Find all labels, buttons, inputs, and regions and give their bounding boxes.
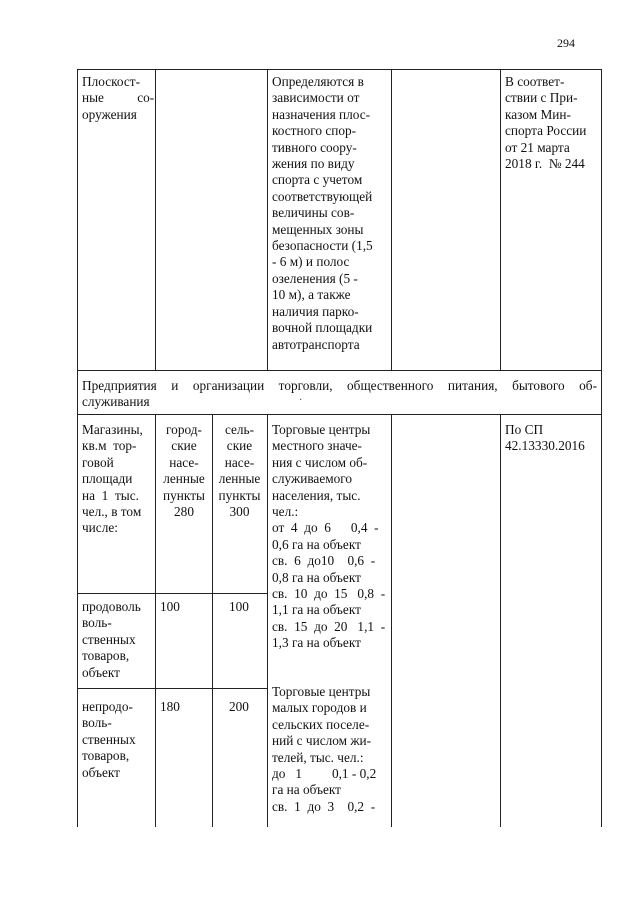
cell-line: Магазины,	[82, 422, 143, 437]
cell-line: 2018 г. № 244	[505, 156, 585, 172]
cell-line: оружения	[82, 106, 137, 122]
cell-line: казом Мин-	[505, 106, 571, 122]
section-header	[82, 378, 597, 411]
cell-line: 0,8 га на объект	[272, 569, 361, 585]
cell-line: По СП	[505, 422, 544, 437]
cell-line: св. 10 до 15 0,8 -	[272, 586, 386, 602]
cell-line: пункты	[163, 487, 205, 503]
cell-line: ния с числом об-	[272, 454, 368, 470]
cell-line: 280	[174, 504, 194, 520]
stores-reference-cell	[505, 422, 585, 455]
cell-line: жения по виду	[272, 156, 355, 172]
cell-line: от 4 до 6 0,4 -	[272, 520, 379, 536]
cell-line: насе-	[224, 454, 255, 470]
cell-line: объект	[82, 764, 120, 780]
cell-line: малых городов и	[272, 700, 367, 716]
cell-line: сельских поселе-	[272, 716, 370, 732]
cell-line: населения, тыс.	[272, 487, 361, 503]
cell-line: соответствующей	[272, 188, 373, 204]
cell-line: от 21 марта	[505, 139, 570, 155]
row-divider	[77, 370, 602, 371]
cell-line: ственных	[82, 731, 136, 747]
cell-line: чел., в том	[82, 504, 142, 520]
cell-line: 42.13330.2016	[505, 438, 585, 454]
cell-line: кв.м тор-	[82, 438, 137, 454]
cell-line: товаров,	[82, 648, 130, 664]
planar-reference-cell	[505, 74, 586, 172]
cell-line: Торговые центры	[272, 422, 371, 437]
cell-line: ленные	[218, 471, 261, 487]
nonfood-name-cell	[82, 699, 136, 781]
cell-line: зависимости от	[272, 90, 360, 106]
cell-line: озеленения (5 -	[272, 270, 358, 286]
column-divider	[155, 69, 156, 370]
cell-line: Торговые центры	[272, 684, 371, 699]
cell-line: спорта России	[505, 123, 587, 139]
cell-line: числе:	[82, 520, 118, 536]
cell-line: ские	[226, 438, 253, 454]
cell-line: воль-	[82, 615, 112, 631]
cell-line: насе-	[169, 454, 199, 470]
row-divider	[77, 688, 267, 689]
cell-line: - 6 м) и полос	[272, 254, 350, 270]
cell-line: площади	[82, 471, 133, 487]
cell-line: телей, тыс. чел.:	[272, 749, 364, 765]
cell-line: св. 1 до 3 0,2 -	[272, 798, 376, 814]
column-divider	[391, 414, 392, 827]
stores-urban-cell	[158, 422, 210, 520]
cell-line: В соответ-	[505, 74, 565, 89]
cell-line: сель-	[224, 422, 255, 437]
nonfood-urban-value: 180	[160, 699, 180, 714]
cell-line: местного значе-	[272, 438, 362, 454]
stores-name-cell	[82, 422, 143, 537]
cell-line: тивного соору-	[272, 139, 357, 155]
column-divider	[500, 414, 501, 827]
cell-line: пункты	[218, 487, 261, 503]
food-urban-value: 100	[160, 599, 180, 614]
cell-line: ствии с При-	[505, 90, 578, 106]
stores-description-cell	[272, 422, 385, 652]
cell-line: 1,3 га на объект	[272, 635, 361, 651]
cell-line: 300	[229, 504, 250, 520]
stores-description2-cell	[272, 684, 376, 815]
cell-line: чел.:	[272, 504, 299, 520]
cell-line: 10 м), а также	[272, 287, 351, 303]
cell-line: на 1 тыс.	[82, 487, 139, 503]
column-divider	[155, 414, 156, 827]
cell-line: Плоскост-	[82, 74, 141, 89]
cell-line: Определяются в	[272, 74, 364, 89]
food-rural-value: 100	[229, 599, 249, 614]
cell-line: говой	[82, 454, 114, 470]
cell-line: мещенных зоны	[272, 221, 364, 237]
cell-line: св. 15 до 20 1,1 -	[272, 618, 386, 634]
cell-line: объект	[82, 664, 120, 680]
cell-line: ские	[171, 438, 197, 454]
stores-rural-cell	[213, 422, 266, 520]
cell-line: 1,1 га на объект	[272, 602, 361, 618]
row-divider	[77, 593, 267, 594]
column-divider	[391, 69, 392, 370]
cell-line: 0,6 га на объект	[272, 536, 361, 552]
cell-line: наличия парко-	[272, 303, 359, 319]
cell-line: костного спор-	[272, 123, 357, 139]
cell-line: назначения плос-	[272, 106, 371, 122]
cell-line: ленные	[163, 471, 205, 487]
column-divider	[267, 414, 268, 827]
cell-line: величины сов-	[272, 205, 355, 221]
cell-line: ний с числом жи-	[272, 733, 372, 749]
planar-description-cell	[272, 74, 373, 353]
planar-name-cell	[82, 74, 154, 123]
cell-line: га на объект	[272, 782, 341, 798]
cell-line: автотранспорта	[272, 336, 360, 352]
cell-line: непродо-	[82, 699, 133, 714]
cell-line: воль-	[82, 715, 112, 731]
cell-line: ные со-	[82, 90, 155, 106]
cell-line: город-	[166, 422, 202, 437]
table-right-border	[601, 69, 602, 827]
cell-line: вочной площадки	[272, 320, 373, 336]
cell-line: до 1 0,1 - 0,2	[272, 766, 377, 782]
column-divider	[500, 69, 501, 370]
section-header-line: Предприятия и организации торговли, общественного питания, бытового об-	[82, 378, 597, 393]
nonfood-rural-value: 200	[229, 699, 249, 714]
cell-line: товаров,	[82, 748, 130, 764]
page-number: 294	[557, 36, 575, 50]
cell-line: спорта с учетом	[272, 172, 363, 188]
cell-line: служиваемого	[272, 471, 353, 487]
table-left-border	[77, 69, 78, 827]
stray-dot: ·	[299, 395, 303, 406]
cell-line: безопасности (1,5	[272, 238, 373, 254]
cell-line: продоволь	[82, 599, 141, 614]
cell-line: ственных	[82, 631, 136, 647]
section-header-line: служивания	[82, 394, 150, 410]
food-name-cell	[82, 599, 141, 681]
column-divider	[267, 69, 268, 370]
cell-line: св. 6 до10 0,6 -	[272, 553, 376, 569]
